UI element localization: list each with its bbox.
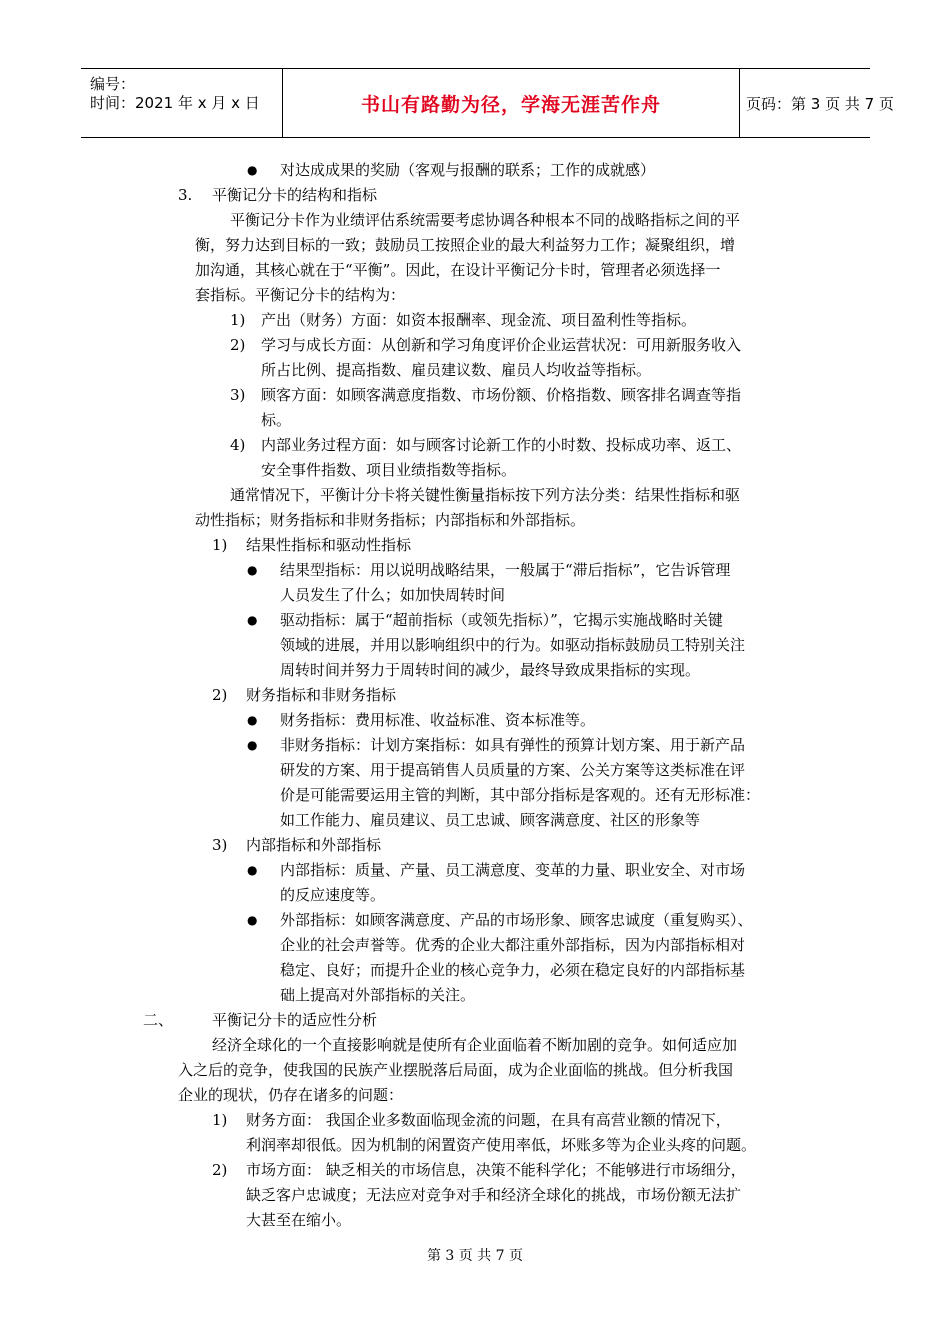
sub-heading: 内部指标和外部指标 [246, 836, 382, 854]
section-heading: 平衡记分卡的结构和指标 [212, 186, 378, 204]
section-number: 3. [178, 186, 193, 204]
bullet-item: 财务指标：费用标准、收益标准、资本标准等。 [280, 711, 596, 729]
bullet-item: 外部指标：如顾客满意度、产品的市场形象、顾客忠诚度（重复购买）、 [280, 911, 753, 929]
list-number: 1) [212, 1111, 228, 1129]
bullet-item-cont: 价是可能需要运用主管的判断，其中部分指标是客观的。还有无形标准： [280, 786, 761, 804]
list-item-cont: 安全事件指数、项目业绩指数等指标。 [261, 461, 517, 479]
bullet-icon: ● [247, 563, 258, 577]
bullet-item-cont: 的反应速度等。 [280, 886, 386, 904]
list-item: 内部业务过程方面：如与顾客讨论新工作的小时数、投标成功率、返工、 [261, 436, 742, 454]
bullet-icon: ● [247, 163, 258, 177]
sub-heading: 财务指标和非财务指标 [246, 686, 397, 704]
bullet-item-cont: 如工作能力、雇员建议、员工忠诚、顾客满意度、社区的形象等 [280, 811, 701, 829]
text-line: 衡，努力达到目标的一致；鼓励员工按照企业的最大利益努力工作；凝聚组织，增 [195, 236, 736, 254]
bullet-item: 驱动指标：属于“超前指标（或领先指标）”，它揭示实施战略时关键 [280, 611, 723, 629]
list-number: 2) [212, 686, 228, 704]
list-number: 4) [230, 436, 246, 454]
bullet-item-cont: 稳定、良好；而提升企业的核心竞争力，必须在稳定良好的内部指标基 [280, 961, 746, 979]
section-heading: 平衡记分卡的适应性分析 [212, 1011, 378, 1029]
bullet-icon: ● [247, 713, 258, 727]
text-line: 经济全球化的一个直接影响就是使所有企业面临着不断加剧的竞争。如何适应加 [212, 1036, 738, 1054]
bullet-item-cont: 领域的进展，并用以影响组织中的行为。如驱动指标鼓励员工特别关注 [280, 636, 746, 654]
text-line: 动性指标；财务指标和非财务指标；内部指标和外部指标。 [195, 511, 586, 529]
list-item-cont: 利润率却很低。因为机制的闲置资产使用率低，坏账多等为企业头疼的问题。 [246, 1136, 757, 1154]
section-number: 二、 [143, 1011, 174, 1029]
text-line: 企业的现状，仍存在诸多的问题： [178, 1086, 404, 1104]
list-number: 2) [230, 336, 246, 354]
bullet-item: 非财务指标：计划方案指标：如具有弹性的预算计划方案、用于新产品 [280, 736, 746, 754]
list-number: 1) [212, 536, 228, 554]
header-motto-cell [283, 69, 740, 137]
list-number: 3) [212, 836, 228, 854]
list-item-cont: 所占比例、提高指数、雇员建议数、雇员人均收益等指标。 [261, 361, 652, 379]
list-item: 财务方面： 我国企业多数面临现金流的问题，在具有高营业额的情况下， [246, 1111, 731, 1129]
bullet-icon: ● [247, 613, 258, 627]
list-item: 产出（财务）方面：如资本报酬率、现金流、项目盈利性等指标。 [261, 311, 697, 329]
text-line: 对达成成果的奖励（客观与报酬的联系；工作的成就感） [280, 161, 656, 179]
header-page-cell [740, 69, 894, 137]
list-item: 学习与成长方面：从创新和学习角度评价企业运营状况：可用新服务收入 [261, 336, 742, 354]
bullet-item-cont: 企业的社会声誉等。优秀的企业大都注重外部指标，因为内部指标相对 [280, 936, 746, 954]
bullet-item-cont: 研发的方案、用于提高销售人员质量的方案、公关方案等这类标准在评 [280, 761, 746, 779]
page-info: 页码：第 3 页 共 7 页 [746, 95, 894, 113]
text-line: 平衡记分卡作为业绩评估系统需要考虑协调各种根本不同的战略指标之间的平 [230, 211, 741, 229]
text-line: 入之后的竞争，使我国的民族产业摆脱落后局面，成为企业面临的挑战。但分析我国 [178, 1061, 734, 1079]
text-line: 套指标。平衡记分卡的结构为： [195, 286, 406, 304]
list-item: 顾客方面：如顾客满意度指数、市场份额、价格指数、顾客排名调查等指 [261, 386, 742, 404]
list-number: 1) [230, 311, 246, 329]
list-item-cont: 大甚至在缩小。 [246, 1211, 352, 1229]
bullet-item-cont: 人员发生了什么；如加快周转时间 [280, 586, 506, 604]
text-line: 加沟通，其核心就在于“平衡”。因此，在设计平衡记分卡时，管理者必须选择一 [195, 261, 721, 279]
sub-heading: 结果性指标和驱动性指标 [246, 536, 412, 554]
text-line: 通常情况下，平衡计分卡将关键性衡量指标按下列方法分类：结果性指标和驱 [230, 486, 741, 504]
list-item-cont: 标。 [261, 411, 292, 429]
date-label: 时间：2021 年 x 月 x 日 [90, 94, 260, 112]
list-item: 市场方面： 缺乏相关的市场信息，决策不能科学化；不能够进行市场细分， [246, 1161, 746, 1179]
bullet-item-cont: 周转时间并努力于周转时间的减少，最终导致成果指标的实现。 [280, 661, 701, 679]
bullet-icon: ● [247, 913, 258, 927]
bullet-icon: ● [247, 738, 258, 752]
motto: 书山有路勤为径，学海无涯苦作舟 [360, 94, 661, 116]
list-item-cont: 缺乏客户忠诚度；无法应对竞争对手和经济全球化的挑战，市场份额无法扩 [246, 1186, 742, 1204]
bullet-icon: ● [247, 863, 258, 877]
bullet-item-cont: 础上提高对外部指标的关注。 [280, 986, 476, 1004]
header-table [81, 68, 894, 138]
bullet-item: 内部指标：质量、产量、员工满意度、变革的力量、职业安全、对市场 [280, 861, 746, 879]
code-label: 编号： [90, 75, 136, 93]
bullet-item: 结果型指标：用以说明战略结果，一般属于“滞后指标”，它告诉管理 [280, 561, 731, 579]
page-footer: 第 3 页 共 7 页 [426, 1248, 524, 1264]
list-number: 2) [212, 1161, 228, 1179]
list-number: 3) [230, 386, 246, 404]
header-info-cell [81, 69, 283, 137]
